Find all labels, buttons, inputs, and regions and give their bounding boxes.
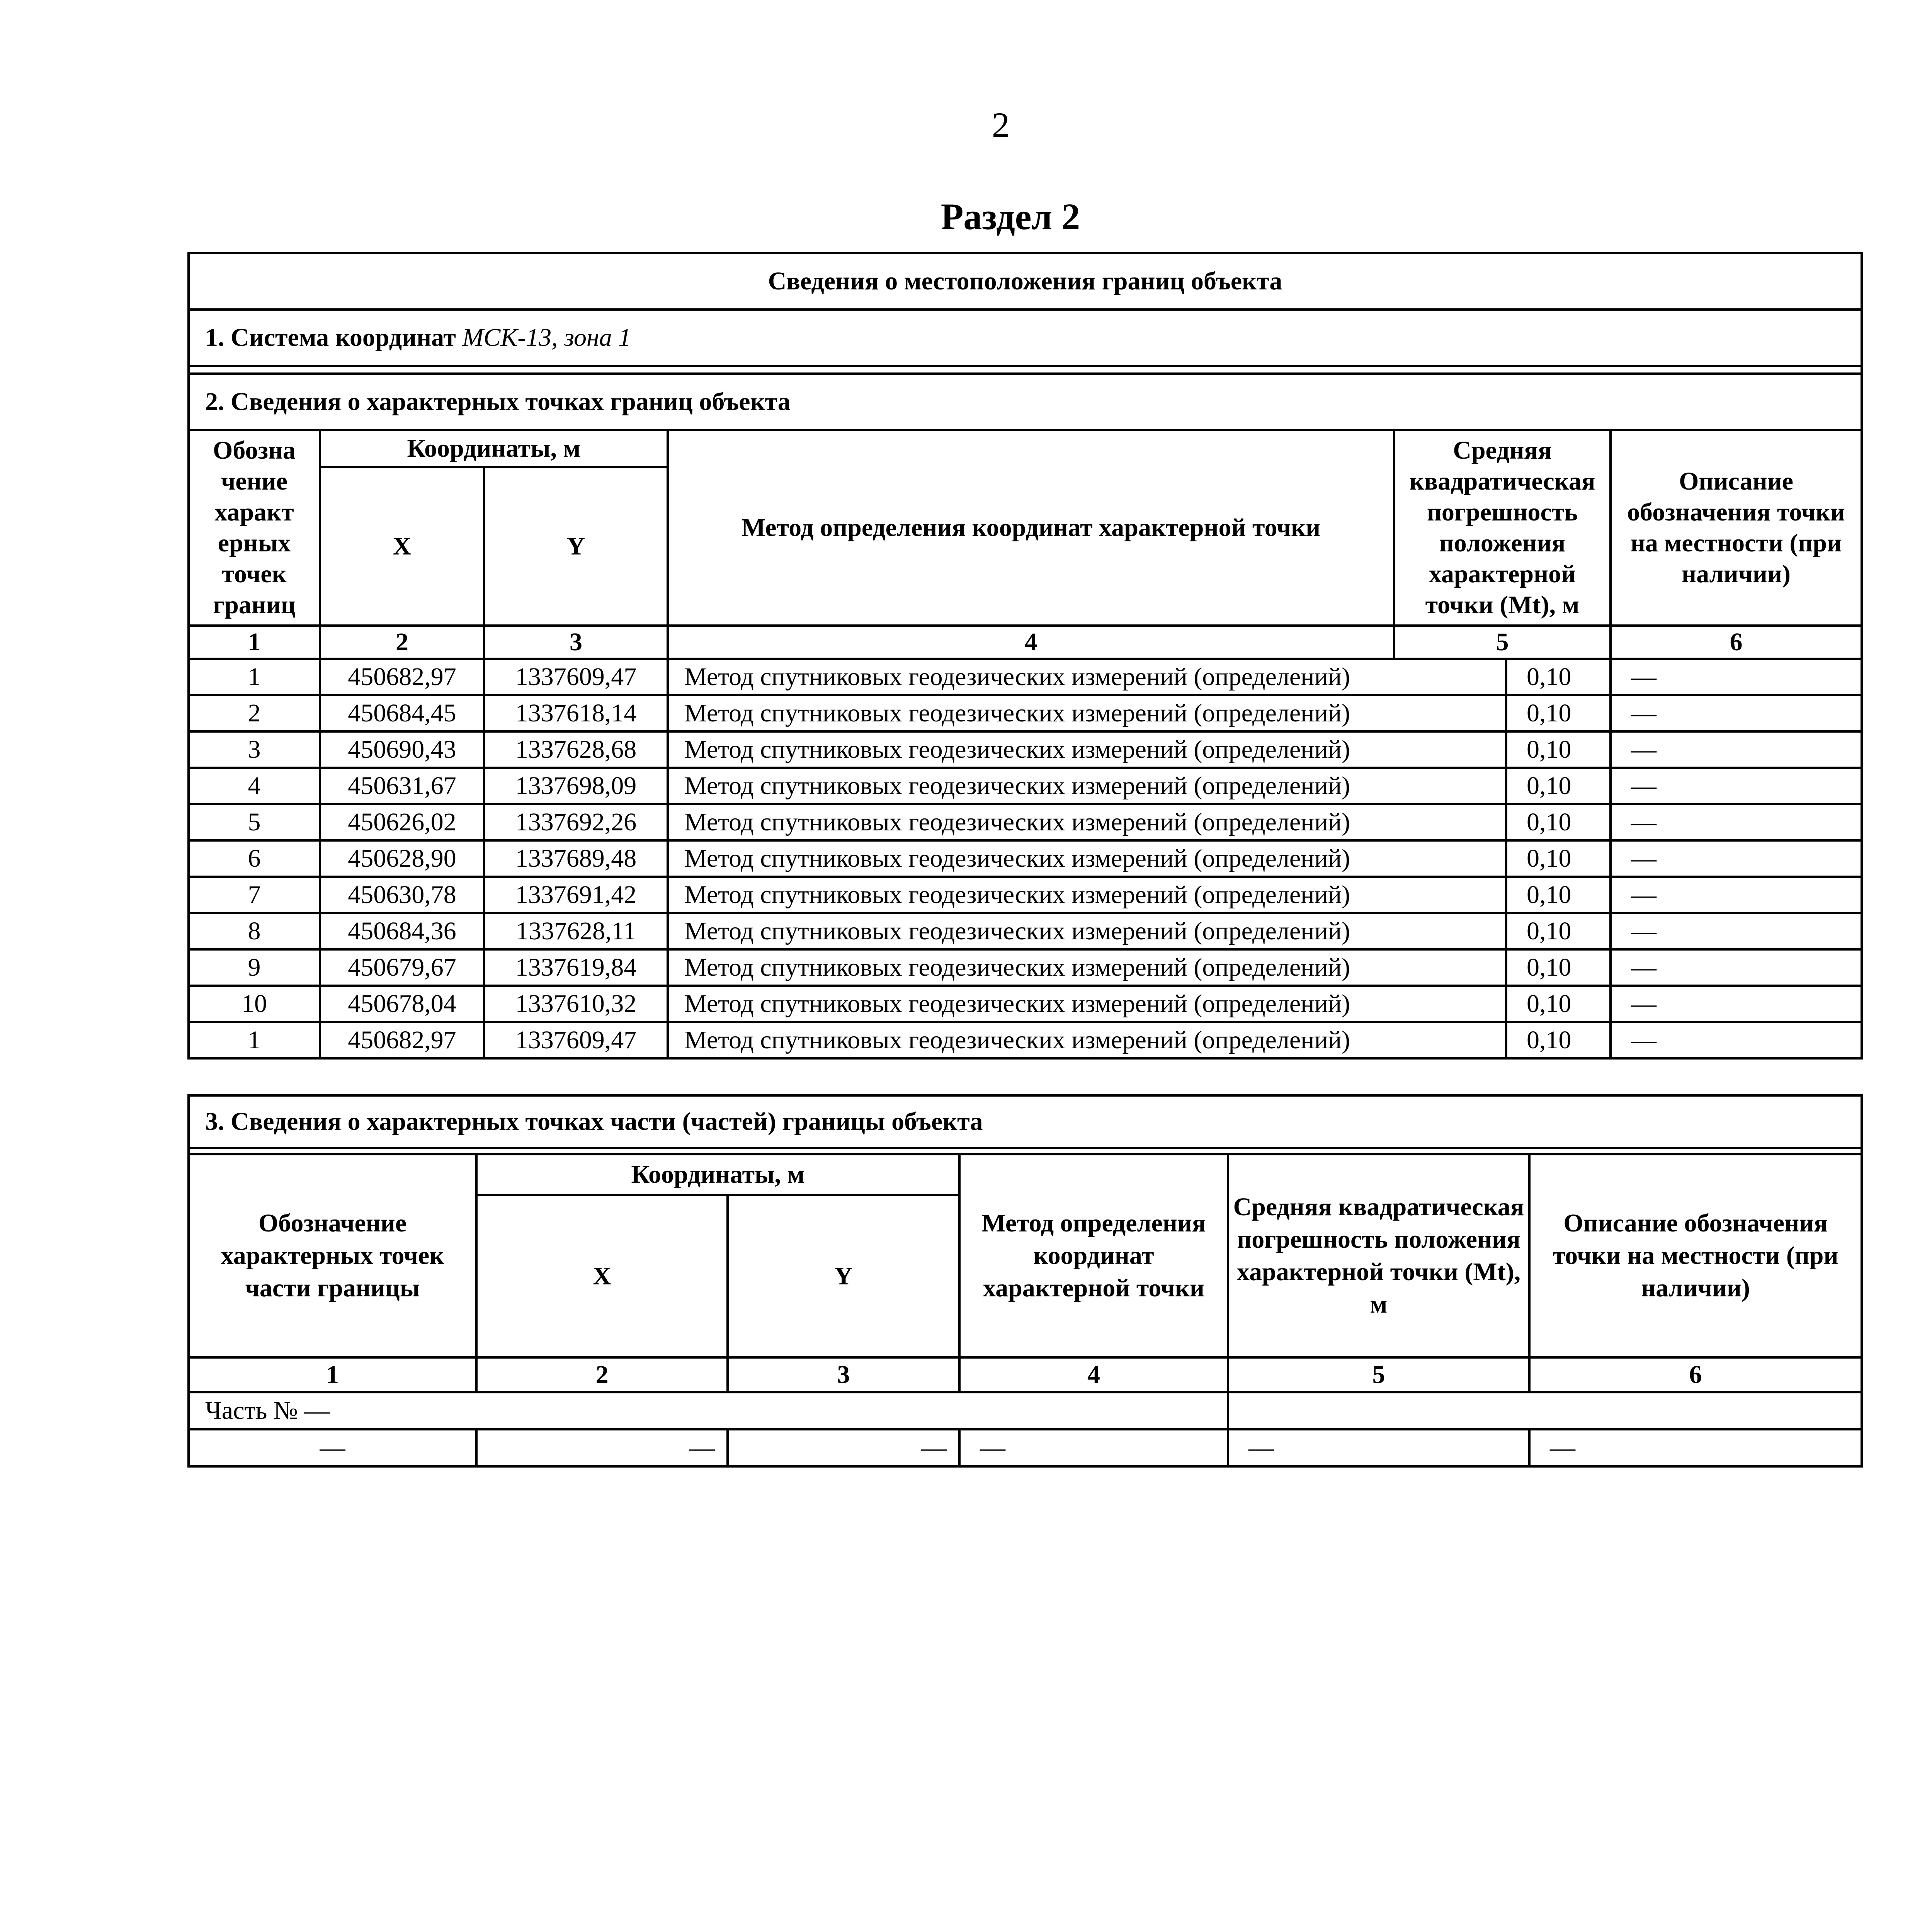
table-row <box>189 986 1862 1022</box>
coord-y: 1337618,14 <box>484 695 668 731</box>
coord-x: 450682,97 <box>320 659 484 695</box>
method: Метод спутниковых геодезических измерений (определений) <box>668 1022 1506 1058</box>
method: Метод спутниковых геодезических измерений (определений) <box>668 877 1506 913</box>
point-number: 8 <box>189 913 320 949</box>
coord-x: 450682,97 <box>320 1022 484 1058</box>
point-number: 1 <box>189 1022 320 1058</box>
parts-header-coordinates: Координаты, м <box>476 1154 959 1195</box>
part-label: Часть № — <box>189 1392 1228 1429</box>
table-row <box>189 659 1862 695</box>
coord-y: 1337610,32 <box>484 986 668 1022</box>
coord-x: 450684,36 <box>320 913 484 949</box>
method: Метод спутниковых геодезических измерений (определений) <box>668 840 1506 877</box>
mean-error: 0,10 <box>1506 695 1611 731</box>
description: — <box>1611 1022 1862 1058</box>
column-number: 6 <box>1529 1357 1862 1392</box>
coord-y: 1337628,11 <box>484 913 668 949</box>
header-coordinates: Координаты, м <box>320 430 668 467</box>
points-section-title: 2. Сведения о характерных точках границ объекта <box>189 374 1862 430</box>
part-cell: — <box>1228 1429 1529 1466</box>
point-number: 6 <box>189 840 320 877</box>
description: — <box>1611 986 1862 1022</box>
coord-y: 1337609,47 <box>484 1022 668 1058</box>
part-label-row <box>189 1392 1862 1429</box>
coord-x: 450678,04 <box>320 986 484 1022</box>
column-number: 1 <box>189 1357 476 1392</box>
point-number: 9 <box>189 949 320 986</box>
description: — <box>1611 768 1862 804</box>
coord-x: 450679,67 <box>320 949 484 986</box>
coord-y: 1337689,48 <box>484 840 668 877</box>
mean-error: 0,10 <box>1506 659 1611 695</box>
header-method: Метод определения координат характерной точки <box>668 430 1394 626</box>
column-number: 2 <box>320 626 484 659</box>
column-number: 4 <box>959 1357 1228 1392</box>
coord-x: 450631,67 <box>320 768 484 804</box>
parts-header-error: Средняя квадратическая погрешность положения характерной точки (Mt), м <box>1228 1154 1529 1357</box>
description: — <box>1611 695 1862 731</box>
coord-x: 450630,78 <box>320 877 484 913</box>
page-number: 2 <box>992 105 1010 145</box>
description: — <box>1611 913 1862 949</box>
method: Метод спутниковых геодезических измерений (определений) <box>668 695 1506 731</box>
column-number: 3 <box>484 626 668 659</box>
coordinate-system-label: 1. Система координат <box>205 323 463 352</box>
description: — <box>1611 659 1862 695</box>
column-number: 3 <box>728 1357 959 1392</box>
method: Метод спутниковых геодезических измерений (определений) <box>668 659 1506 695</box>
part-cell: — <box>476 1429 728 1466</box>
point-number: 3 <box>189 731 320 768</box>
parts-header-description: Описание обозначения точки на местности (при наличии) <box>1529 1154 1862 1357</box>
method: Метод спутниковых геодезических измерений (определений) <box>668 768 1506 804</box>
table-row <box>189 731 1862 768</box>
table-row <box>189 768 1862 804</box>
parts-header-method: Метод определения координат характерной точки <box>959 1154 1228 1357</box>
coord-x: 450626,02 <box>320 804 484 840</box>
coordinate-system-row <box>189 310 1862 366</box>
coord-y: 1337628,68 <box>484 731 668 768</box>
header-description: Описание обозначения точки на местности (при наличии) <box>1611 430 1862 626</box>
table-row <box>189 840 1862 877</box>
description: — <box>1611 731 1862 768</box>
column-number: 1 <box>189 626 320 659</box>
mean-error: 0,10 <box>1506 731 1611 768</box>
method: Метод спутниковых геодезических измерений (определений) <box>668 804 1506 840</box>
description: — <box>1611 840 1862 877</box>
parts-header-y: Y <box>728 1195 959 1357</box>
part-cell: — <box>728 1429 959 1466</box>
method: Метод спутниковых геодезических измерений (определений) <box>668 731 1506 768</box>
parts-header-x: X <box>476 1195 728 1357</box>
column-number: 5 <box>1228 1357 1529 1392</box>
header-x: X <box>320 467 484 626</box>
method: Метод спутниковых геодезических измерений (определений) <box>668 986 1506 1022</box>
mean-error: 0,10 <box>1506 1022 1611 1058</box>
point-number: 2 <box>189 695 320 731</box>
point-number: 4 <box>189 768 320 804</box>
mean-error: 0,10 <box>1506 913 1611 949</box>
part-points-table <box>187 1094 1863 1468</box>
coord-y: 1337619,84 <box>484 949 668 986</box>
part-cell: — <box>1529 1429 1862 1466</box>
coord-y: 1337609,47 <box>484 659 668 695</box>
part-label-empty <box>1228 1392 1862 1429</box>
table-row <box>189 913 1862 949</box>
mean-error: 0,10 <box>1506 949 1611 986</box>
part-cell: — <box>959 1429 1228 1466</box>
part-cell: — <box>189 1429 476 1466</box>
description: — <box>1611 949 1862 986</box>
method: Метод спутниковых геодезических измерений (определений) <box>668 913 1506 949</box>
parts-column-numbers-row <box>189 1357 1862 1392</box>
table-row <box>189 877 1862 913</box>
description: — <box>1611 877 1862 913</box>
column-number: 2 <box>476 1357 728 1392</box>
table-row <box>189 695 1862 731</box>
coord-x: 450684,45 <box>320 695 484 731</box>
table-row <box>189 804 1862 840</box>
coord-y: 1337692,26 <box>484 804 668 840</box>
parts-section-title: 3. Сведения о характерных точках части (частей) границы объекта <box>189 1095 1862 1148</box>
column-number: 6 <box>1611 626 1862 659</box>
mean-error: 0,10 <box>1506 768 1611 804</box>
coord-x: 450690,43 <box>320 731 484 768</box>
point-number: 1 <box>189 659 320 695</box>
method: Метод спутниковых геодезических измерений (определений) <box>668 949 1506 986</box>
boundary-points-table <box>187 252 1863 1060</box>
table-row <box>189 949 1862 986</box>
mean-error: 0,10 <box>1506 804 1611 840</box>
table-title: Сведения о местоположения границ объекта <box>189 253 1862 310</box>
description: — <box>1611 804 1862 840</box>
mean-error: 0,10 <box>1506 986 1611 1022</box>
mean-error: 0,10 <box>1506 840 1611 877</box>
mean-error: 0,10 <box>1506 877 1611 913</box>
column-numbers-row <box>189 626 1862 659</box>
header-y: Y <box>484 467 668 626</box>
column-number: 4 <box>668 626 1394 659</box>
point-number: 7 <box>189 877 320 913</box>
point-number: 10 <box>189 986 320 1022</box>
coordinate-system-value: МСК-13, зона 1 <box>462 323 631 352</box>
header-error: Средняя квадратическая погрешность положения характерной точки (Mt), м <box>1394 430 1611 626</box>
section-title: Раздел 2 <box>940 196 1080 237</box>
parts-header-designation: Обозначение характерных точек части границы <box>189 1154 476 1357</box>
coord-y: 1337691,42 <box>484 877 668 913</box>
coord-y: 1337698,09 <box>484 768 668 804</box>
header-designation: Обозна чение характ ерных точек границ <box>189 430 320 626</box>
point-number: 5 <box>189 804 320 840</box>
coord-x: 450628,90 <box>320 840 484 877</box>
table-row <box>189 1022 1862 1058</box>
part-data-row <box>189 1429 1862 1466</box>
column-number: 5 <box>1394 626 1611 659</box>
